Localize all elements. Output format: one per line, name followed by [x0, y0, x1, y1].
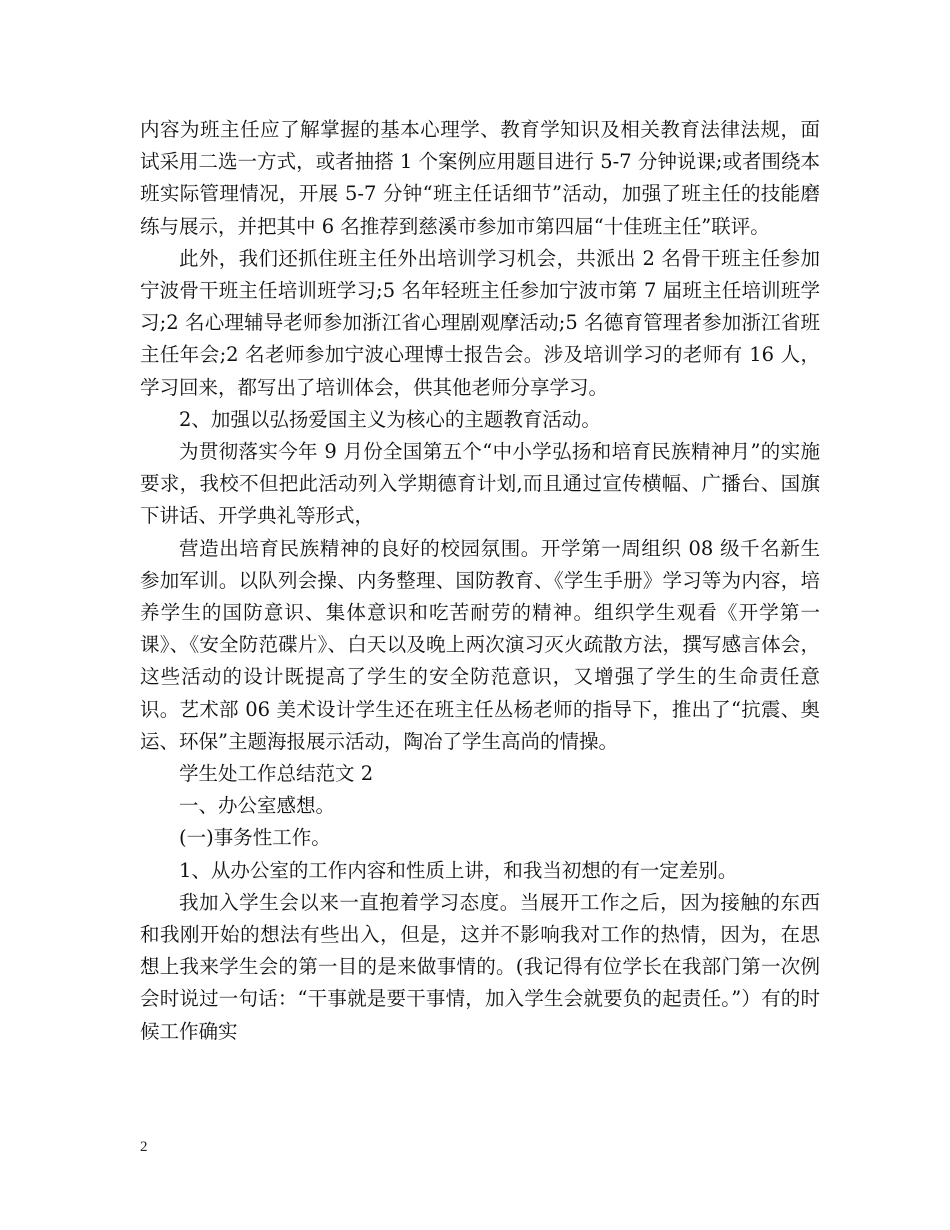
heading-routine-work: (一)事务性工作。 [179, 826, 331, 850]
paragraph-exam-description: 内容为班主任应了解掌握的基本心理学、教育学知识及相关教育法律法规，面试采用二选一方式，或者抽搭 1 个案例应用题目进行 5-7 分钟说课;或者围绕本班实际管理情况，开展 5-7 分钟“班主任话细节”活动，加强了班主任的技能磨练与展示，并把其中 6 名推荐到慈溪市参加市第四届“十佳班主任”联评。 [140, 118, 820, 238]
heading-summary-sample-2: 学生处工作总结范文 2 [179, 762, 374, 786]
paragraph-national-spirit-month: 为贯彻落实今年 9 月份全国第五个“中小学弘扬和培育民族精神月”的实施要求，我校不但把此活动列入学期德育计划,而且通过宣传横幅、广播台、国旗下讲话、开学典礼等形式， [140, 440, 820, 528]
paragraph-external-training: 此外，我们还抓住班主任外出培训学习机会，共派出 2 名骨干班主任参加宁波骨干班主任培训班学习;5 名年轻班主任参加宁波市第 7 届班主任培训班学习;2 名心理辅导老师参加浙江省心理剧观摩活动;5 名德育管理者参加浙江省班主任年会;2 名老师参加宁波心理博士报告会。涉及培训学习的老师有 16 人，学习回来，都写出了培训体会，供其他老师分享学习。 [140, 246, 820, 399]
heading-office-reflections: 一、办公室感想。 [179, 794, 336, 818]
section-heading-patriotism: 2、加强以弘扬爱国主义为核心的主题教育活动。 [179, 407, 601, 431]
page-number: 2 [140, 1139, 148, 1155]
paragraph-student-union-attitude: 我加入学生会以来一直抱着学习态度。当展开工作之后，因为接触的东西和我刚开始的想法有些出入，但是，这并不影响我对工作的热情，因为，在思想上我来学生会的第一目的是来做事情的。(我记得有位学长在我部门第一次例会时说过一句话：“干事就是要干事情，加入学生会就要负的起责任。”）有的时候工作确实 [140, 890, 820, 1043]
paragraph-campus-atmosphere: 营造出培育民族精神的良好的校园氛围。开学第一周组织 08 级千名新生参加军训。以队列会操、内务整理、国防教育、《学生手册》学习等为内容，培养学生的国防意识、集体意识和吃苦耐劳的精神。组织学生观看《开学第一课》、《安全防范碟片》、白天以及晚上两次演习灭火疏散方法，撰写感言体会，这些活动的设计既提高了学生的安全防范意识，又增强了学生的生命责任意识。艺术部 06 美术设计学生还在班主任丛杨老师的指导下，推出了“抗震、奥运、环保”主题海报展示活动，陶冶了学生高尚的情操。 [140, 536, 820, 753]
paragraph-office-work-nature: 1、从办公室的工作内容和性质上讲，和我当初想的有一定差别。 [179, 858, 738, 882]
document-body [140, 114, 820, 1048]
